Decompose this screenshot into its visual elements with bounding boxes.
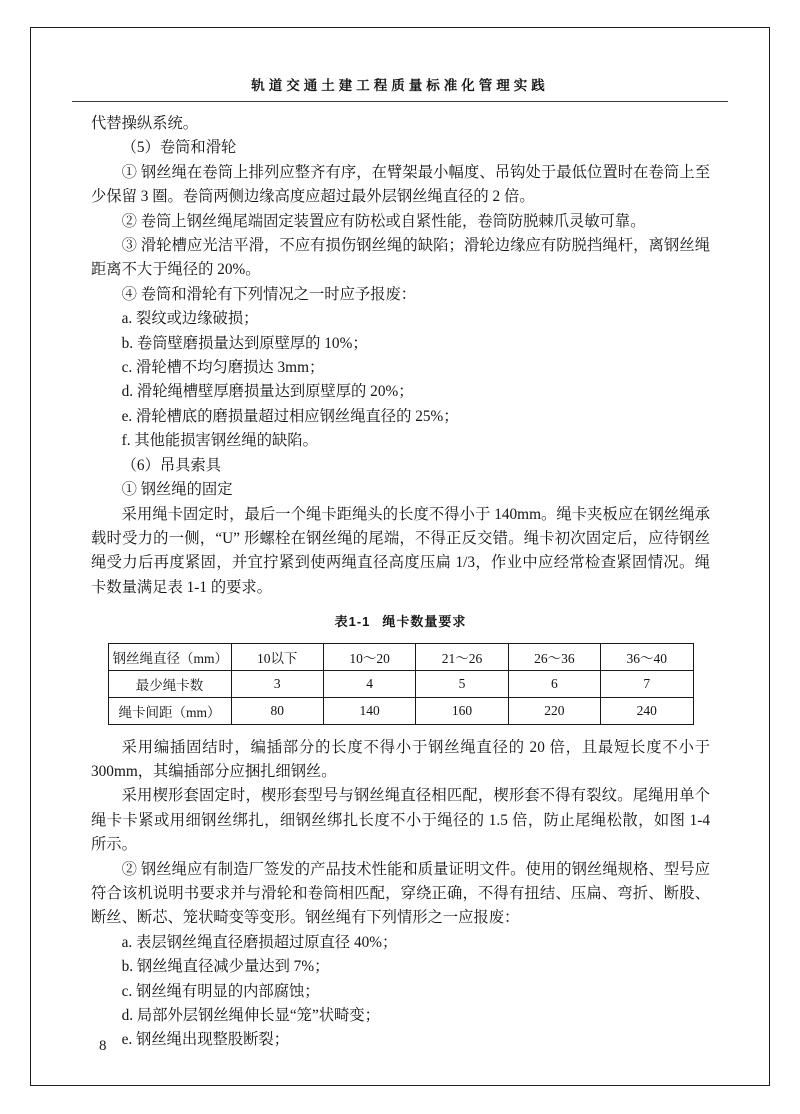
table-cell: 26～36 bbox=[508, 643, 600, 670]
table-cell: 140 bbox=[323, 697, 415, 724]
table-caption-title: 绳卡数量要求 bbox=[382, 614, 467, 630]
paragraph: ② 钢丝绳应有制造厂签发的产品技术性能和质量证明文件。使用的钢丝绳规格、型号应符合该机说明书要求并与滑轮和卷筒相匹配，穿绕正确，不得有扭结、压扁、弯折、断股、断丝、断芯、笼状畸变等变形。钢丝绳有下列情形之一应报废： bbox=[91, 860, 710, 927]
running-header bbox=[72, 74, 728, 102]
list-item: b. 钢丝绳直径减少量达到 7%； bbox=[121, 958, 330, 976]
table-cell: 钢丝绳直径（mm） bbox=[108, 643, 231, 670]
paragraph: 采用楔形套固定时，楔形套型号与钢丝绳直径相匹配，楔形套不得有裂纹。尾绳用单个绳卡卡紧或用细钢丝绑扎，细钢丝绑扎长度不小于绳径的 1.5 倍，防止尾绳松散，如图 1-4 所示。 bbox=[91, 787, 710, 854]
rope-clamp-table bbox=[108, 643, 694, 725]
list-item: d. 局部外层钢丝绳伸长显“笼”状畸变； bbox=[121, 1007, 380, 1024]
table-caption bbox=[91, 610, 710, 634]
paragraph: 采用绳卡固定时，最后一个绳卡距绳头的长度不得小于 140mm。绳卡夹板应在钢丝绳承载时受力的一侧，“U” 形螺栓在钢丝绳的尾端，不得正反交错。绳卡初次固定后，应待钢丝绳受力后再度紧固，并宜拧紧到使两绳直径高度压扁 1/3，作业中应经常检查紧固情况。绳卡数量满足表 1-1 的要求。 bbox=[91, 505, 710, 596]
table-cell: 21～26 bbox=[416, 643, 508, 670]
list-item: c. 滑轮槽不均匀磨损达 3mm； bbox=[121, 359, 325, 377]
list-item: a. 裂纹或边缘破损； bbox=[121, 310, 259, 328]
table-row bbox=[108, 697, 693, 724]
table-cell: 80 bbox=[231, 697, 323, 724]
page-content bbox=[91, 112, 710, 1053]
table-row bbox=[108, 670, 693, 697]
list-item: e. 滑轮槽底的磨损量超过相应钢丝绳直径的 25%； bbox=[121, 407, 459, 425]
list-item: e. 钢丝绳出现整股断裂； bbox=[121, 1031, 290, 1049]
header-title: 轨道交通土建工程质量标准化管理实践 bbox=[251, 78, 549, 93]
table-row bbox=[108, 643, 693, 670]
table-cell: 最少绳卡数 bbox=[108, 670, 231, 697]
table-cell: 5 bbox=[416, 670, 508, 697]
paragraph: 代替操纵系统。 bbox=[91, 115, 199, 132]
paragraph: ② 卷筒上钢丝绳尾端固定装置应有防松或自紧性能，卷筒防脱棘爪灵敏可靠。 bbox=[121, 212, 646, 230]
table-cell: 6 bbox=[508, 670, 600, 697]
paragraph: ① 钢丝绳在卷筒上排列应整齐有序，在臂架最小幅度、吊钩处于最低位置时在卷筒上至少保留 3 圈。卷筒两侧边缘高度应超过最外层钢丝绳直径的 2 倍。 bbox=[91, 163, 710, 206]
table-cell: 10～20 bbox=[323, 643, 415, 670]
table-cell: 绳卡间距（mm） bbox=[108, 697, 231, 724]
paragraph: ③ 滑轮槽应光洁平滑，不应有损伤钢丝绳的缺陷；滑轮边缘应有防脱挡绳杆，离钢丝绳距离不大于绳径的 20%。 bbox=[91, 237, 710, 279]
table-caption-label: 表1-1 bbox=[334, 614, 371, 630]
header-rule bbox=[72, 101, 728, 102]
table-cell: 36～40 bbox=[601, 643, 693, 670]
list-item: c. 钢丝绳有明显的内部腐蚀； bbox=[121, 982, 320, 1000]
list-item: a. 表层钢丝绳直径磨损超过原直径 40%； bbox=[121, 933, 398, 951]
table-block bbox=[91, 610, 710, 724]
paragraph: 采用编插固结时，编插部分的长度不得小于钢丝绳直径的 20 倍，且最短长度不小于 300mm，其编插部分应捆扎细钢丝。 bbox=[91, 738, 710, 780]
table-cell: 220 bbox=[508, 697, 600, 724]
table-cell: 240 bbox=[601, 697, 693, 724]
table-cell: 3 bbox=[231, 670, 323, 697]
table-cell: 160 bbox=[416, 697, 508, 724]
table-cell: 4 bbox=[323, 670, 415, 697]
list-item: d. 滑轮绳槽壁厚磨损量达到原壁厚的 20%； bbox=[121, 383, 414, 401]
table-cell: 7 bbox=[601, 670, 693, 697]
list-item: b. 卷筒壁磨损量达到原壁厚的 10%； bbox=[121, 334, 368, 352]
paragraph: （6）吊具索具 bbox=[121, 456, 222, 474]
paragraph: （5）卷筒和滑轮 bbox=[121, 139, 237, 157]
paragraph: ④ 卷筒和滑轮有下列情况之一时应予报废： bbox=[121, 285, 417, 303]
paragraph: ① 钢丝绳的固定 bbox=[121, 481, 233, 499]
page-number: 8 bbox=[99, 1038, 107, 1054]
list-item: f. 其他能损害钢丝绳的缺陷。 bbox=[121, 432, 318, 450]
table-cell: 10以下 bbox=[231, 643, 323, 670]
